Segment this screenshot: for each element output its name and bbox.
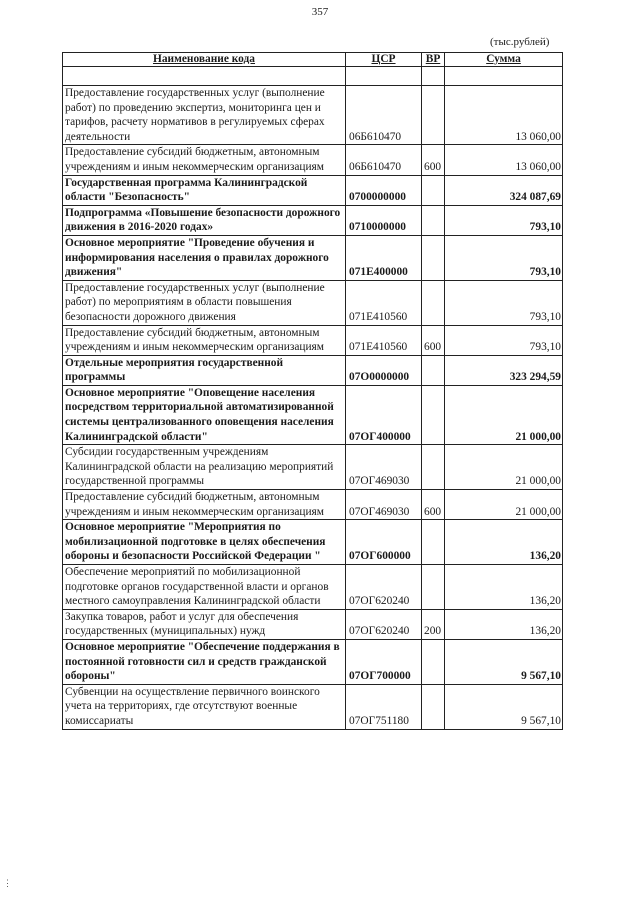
table-row [63,145,563,175]
row-vr-cell [422,445,445,490]
row-sum-cell: 793,10 [445,325,563,355]
page-number: 357 [311,6,329,18]
table-body [63,67,563,730]
row-name-cell: Основное мероприятие "Мероприятия по мобилизационной подготовке в целях обеспечения обороны и безопасности Российской Федерации " [63,520,346,565]
row-sum-cell: 21 000,00 [445,490,563,520]
row-name-cell: Подпрограмма «Повышение безопасности дорожного движения в 2016-2020 годах» [63,205,346,235]
row-sum-cell: 9 567,10 [445,639,563,684]
row-vr-cell [422,280,445,325]
row-vr-cell [422,205,445,235]
row-sum-cell: 21 000,00 [445,445,563,490]
row-name-cell: Предоставление субсидий бюджетным, автономным учреждениям и иным некоммерческим организациям [63,145,346,175]
row-name-cell: Основное мероприятие "Проведение обучения и информирования населения о правилах дорожного движения" [63,235,346,280]
row-vr-cell: 600 [422,145,445,175]
row-name-cell: Государственная программа Калининградской области "Безопасность" [63,175,346,205]
row-csr-cell: 0710000000 [346,205,422,235]
row-sum-cell: 9 567,10 [445,684,563,729]
row-name-cell: Предоставление государственных услуг (выполнение работ) по мероприятиям в области повышения безопасности дорожного движения [63,280,346,325]
row-name-cell: Предоставление государственных услуг (выполнение работ) по проведению экспертиз, мониторинга цен и тарифов, расчету нормативов в регулируемых сферах деятельности [63,86,346,145]
row-csr-cell: 071Е410560 [346,325,422,355]
row-sum-cell: 136,20 [445,565,563,610]
row-csr-cell: 071Е410560 [346,280,422,325]
row-name-cell: Основное мероприятие "Оповещение населения посредством территориальной автоматизированной системы централизованного оповещения населения Калининградской области" [63,385,346,444]
header-csr: ЦСР [346,53,422,67]
row-vr-cell [422,684,445,729]
row-csr-cell: 07ОГ469030 [346,445,422,490]
row-sum-cell: 324 087,69 [445,175,563,205]
row-sum-cell: 136,20 [445,520,563,565]
units-label: (тыс.рублей) [490,36,550,48]
row-csr-cell: 07ОГ620240 [346,565,422,610]
table-row [63,684,563,729]
row-vr-cell [422,175,445,205]
row-name-cell: Основное мероприятие "Обеспечение поддержания в постоянной готовности сил и средств гражданской обороны" [63,639,346,684]
margin-mark: ⋮ [3,878,12,888]
row-vr-cell [422,355,445,385]
row-vr-cell [422,235,445,280]
row-sum-cell: 793,10 [445,205,563,235]
row-csr-cell: 071Е400000 [346,235,422,280]
header-sum: Сумма [445,53,563,67]
table-row [63,235,563,280]
table-row [63,609,563,639]
row-vr-cell [422,520,445,565]
table-row [63,520,563,565]
row-sum-cell: 21 000,00 [445,385,563,444]
row-name-cell: Субсидии государственным учреждениям Калининградской области на реализацию мероприятий государственной программы [63,445,346,490]
row-csr-cell: 06Б610470 [346,86,422,145]
row-name-cell: Обеспечение мероприятий по мобилизационной подготовке органов государственной власти и органов местного самоуправления Калининградской области [63,565,346,610]
table-row [63,280,563,325]
row-name-cell: Субвенции на осуществление первичного воинского учета на территориях, где отсутствуют военные комиссариаты [63,684,346,729]
row-vr-cell: 600 [422,325,445,355]
table-row [63,385,563,444]
table-row [63,639,563,684]
row-vr-cell [422,639,445,684]
table-row [63,86,563,145]
row-vr-cell: 200 [422,609,445,639]
table-row [63,325,563,355]
row-sum-cell: 136,20 [445,609,563,639]
row-csr-cell: 07ОГ751180 [346,684,422,729]
table-row [63,445,563,490]
row-csr-cell: 07ОГ400000 [346,385,422,444]
row-csr-cell: 07О0000000 [346,355,422,385]
row-sum-cell: 13 060,00 [445,145,563,175]
row-name-cell: Закупка товаров, работ и услуг для обеспечения государственных (муниципальных) нужд [63,609,346,639]
row-vr-cell: 600 [422,490,445,520]
row-csr-cell: 0700000000 [346,175,422,205]
table-spacer-row [63,67,563,86]
row-csr-cell: 07ОГ469030 [346,490,422,520]
header-name: Наименование кода [63,53,346,67]
row-name-cell: Отдельные мероприятия государственной программы [63,355,346,385]
row-csr-cell: 06Б610470 [346,145,422,175]
row-vr-cell [422,385,445,444]
row-vr-cell [422,565,445,610]
row-csr-cell: 07ОГ620240 [346,609,422,639]
row-csr-cell: 07ОГ600000 [346,520,422,565]
row-csr-cell: 07ОГ700000 [346,639,422,684]
row-vr-cell [422,86,445,145]
row-sum-cell: 793,10 [445,235,563,280]
row-sum-cell: 793,10 [445,280,563,325]
table-row [63,175,563,205]
table-row [63,355,563,385]
table-header-row [63,53,563,67]
table-row [63,205,563,235]
table-row [63,565,563,610]
row-name-cell: Предоставление субсидий бюджетным, автономным учреждениям и иным некоммерческим организациям [63,325,346,355]
row-sum-cell: 13 060,00 [445,86,563,145]
row-name-cell: Предоставление субсидий бюджетным, автономным учреждениям и иным некоммерческим организациям [63,490,346,520]
table-row [63,490,563,520]
row-sum-cell: 323 294,59 [445,355,563,385]
header-vr: ВР [422,53,445,67]
budget-table [62,52,563,730]
